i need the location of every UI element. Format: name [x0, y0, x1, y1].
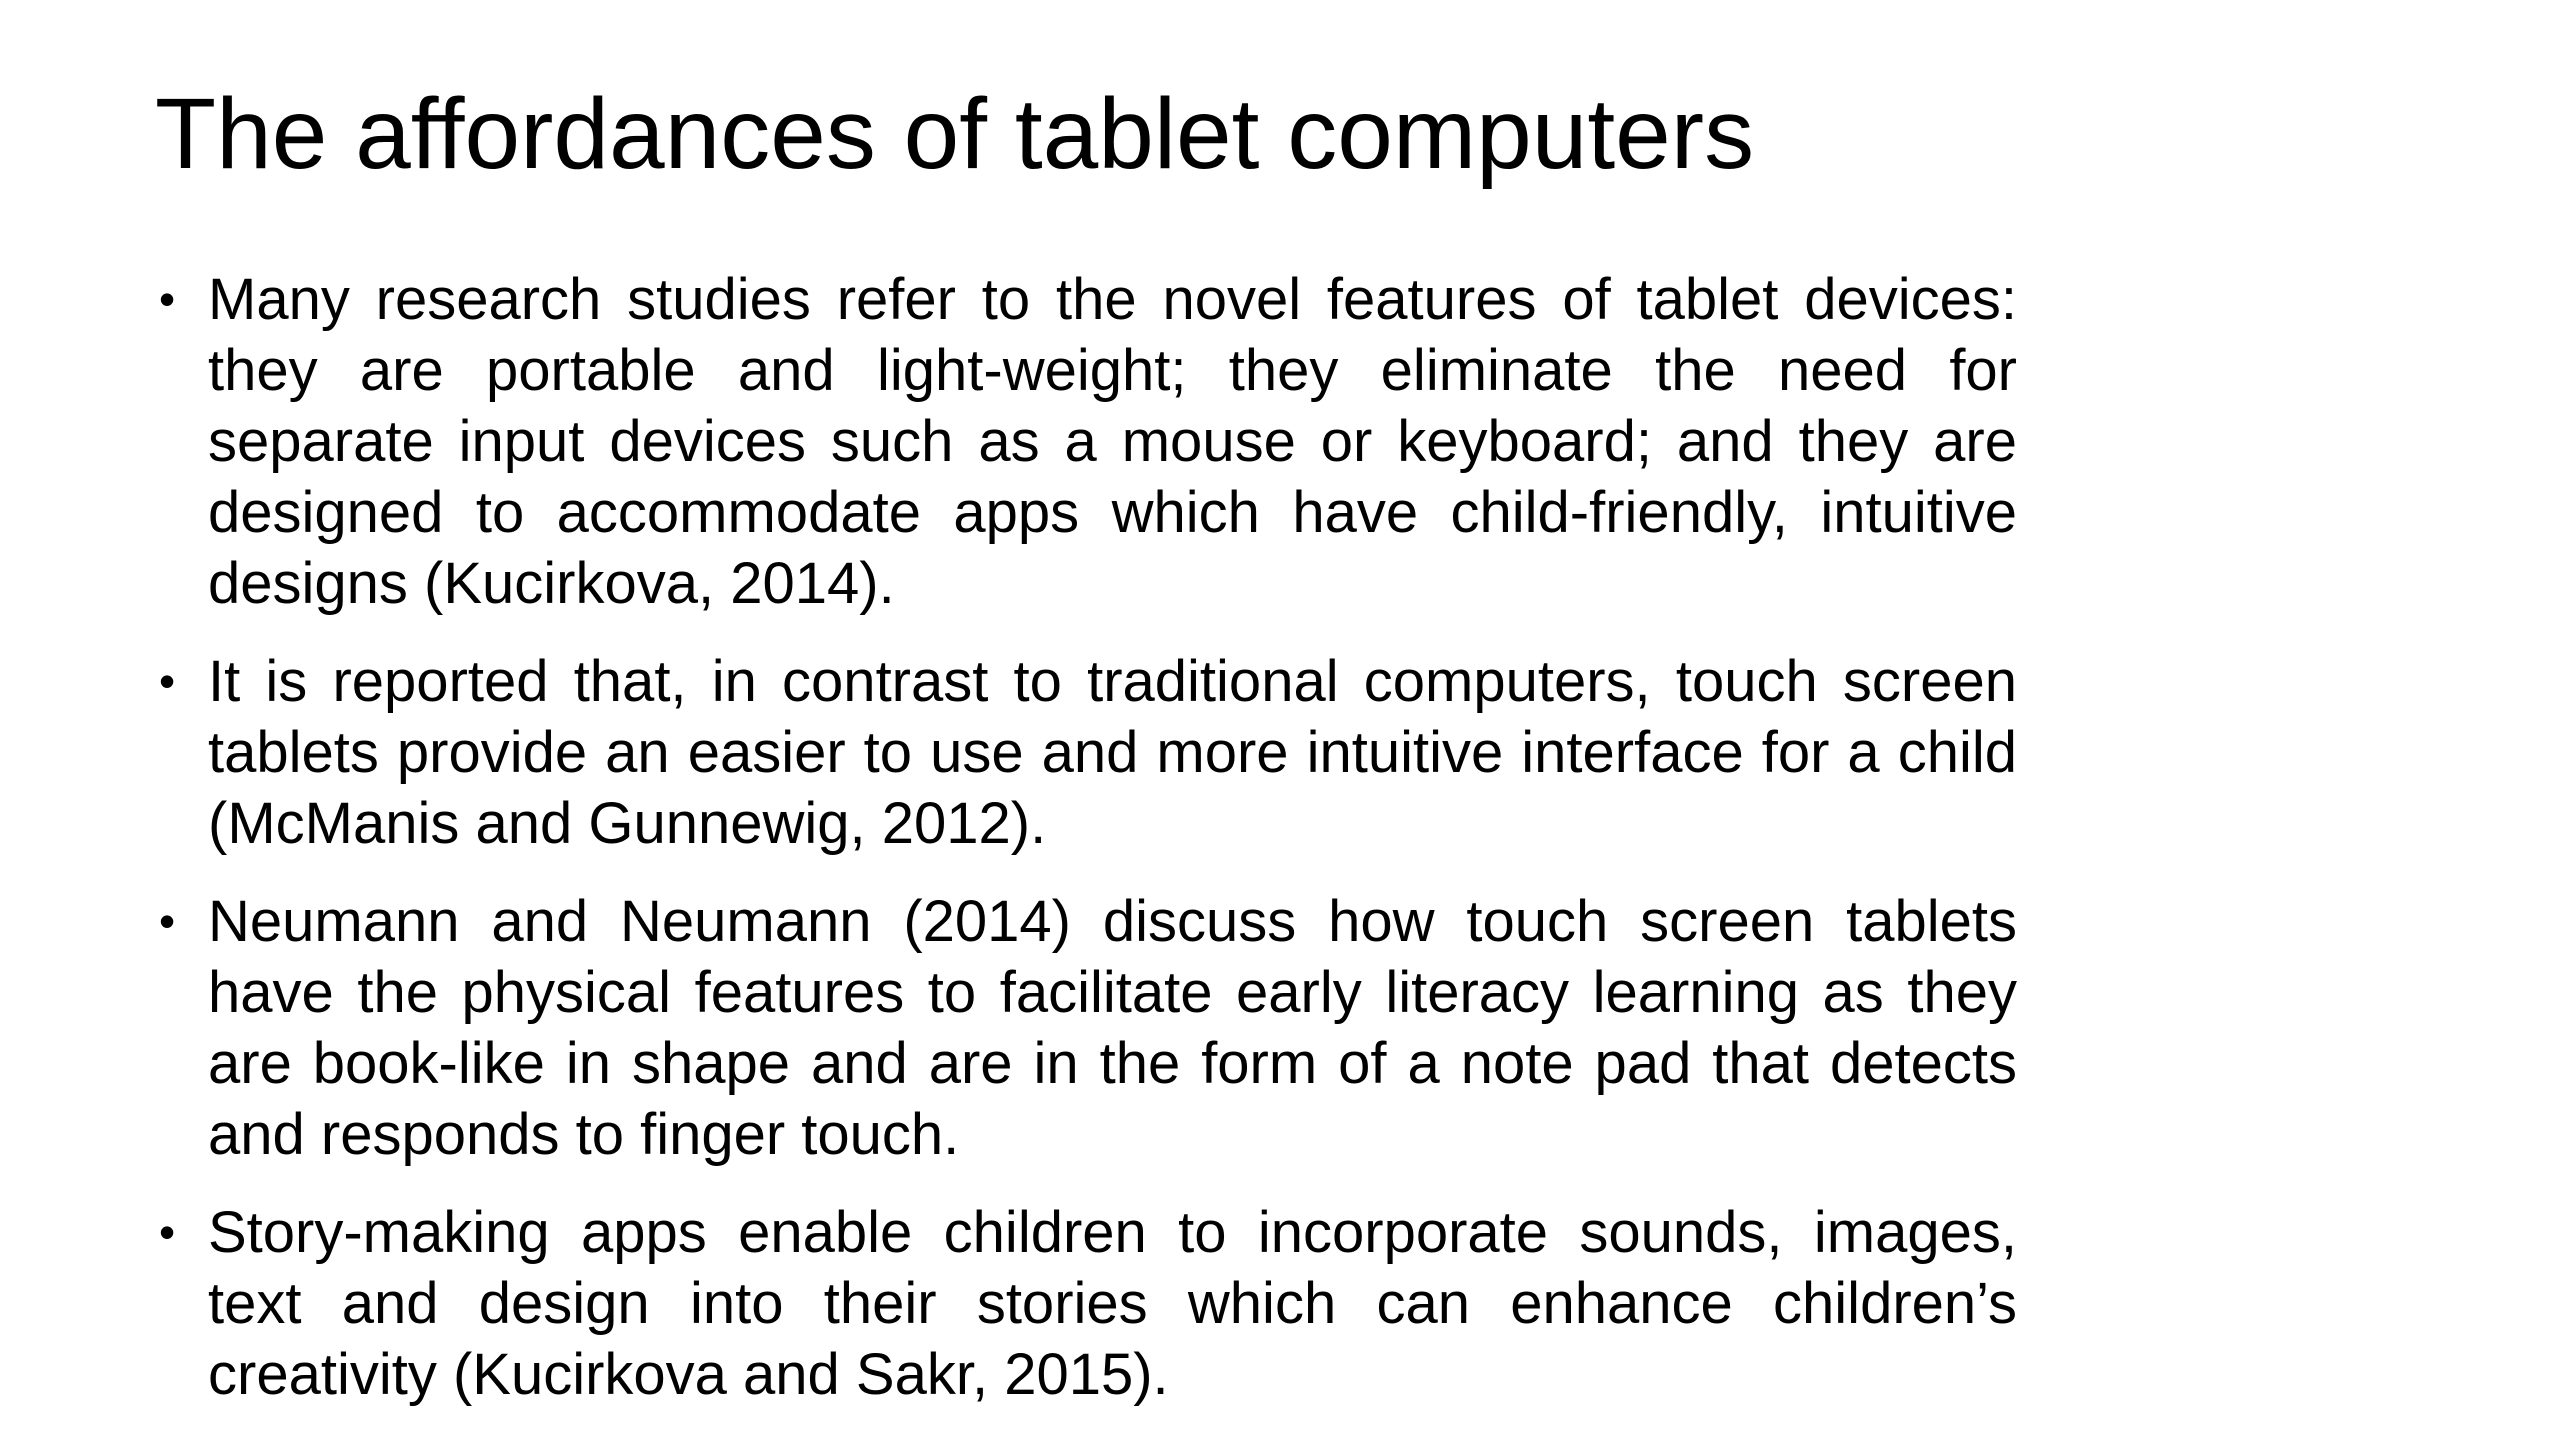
bullet-text: It is reported that, in contrast to traditional computers, touch screen tablets provide an easier to use and more intuitive interface for a child (McManis and Gunnewig, 2012).	[208, 649, 2017, 856]
bullet-item	[155, 886, 2017, 1170]
bullet-list	[155, 264, 2017, 1437]
bullet-marker: •	[159, 655, 176, 707]
slide-title: The affordances of tablet computers	[155, 78, 1755, 190]
bullet-marker: •	[159, 895, 176, 947]
bullet-item	[155, 646, 2017, 859]
bullet-item	[155, 1197, 2017, 1410]
bullet-text: Many research studies refer to the novel features of tablet devices: they are portable and light-weight; they eliminate the need for separate input devices such as a mouse or keyboard; and they are designed to accommodate apps which have child-friendly, intuitive designs (Kucirkova, 2014).	[208, 267, 2017, 616]
bullet-marker: •	[159, 1206, 176, 1258]
bullet-marker: •	[159, 273, 176, 325]
bullet-text: Neumann and Neumann (2014) discuss how touch screen tablets have the physical features to facilitate early literacy learning as they are book-like in shape and are in the form of a note pad that detects and responds to finger touch.	[208, 889, 2017, 1167]
bullet-item	[155, 264, 2017, 619]
bullet-text: Story-making apps enable children to incorporate sounds, images, text and design into their stories which can enhance children’s creativity (Kucirkova and Sakr, 2015).	[208, 1200, 2017, 1407]
